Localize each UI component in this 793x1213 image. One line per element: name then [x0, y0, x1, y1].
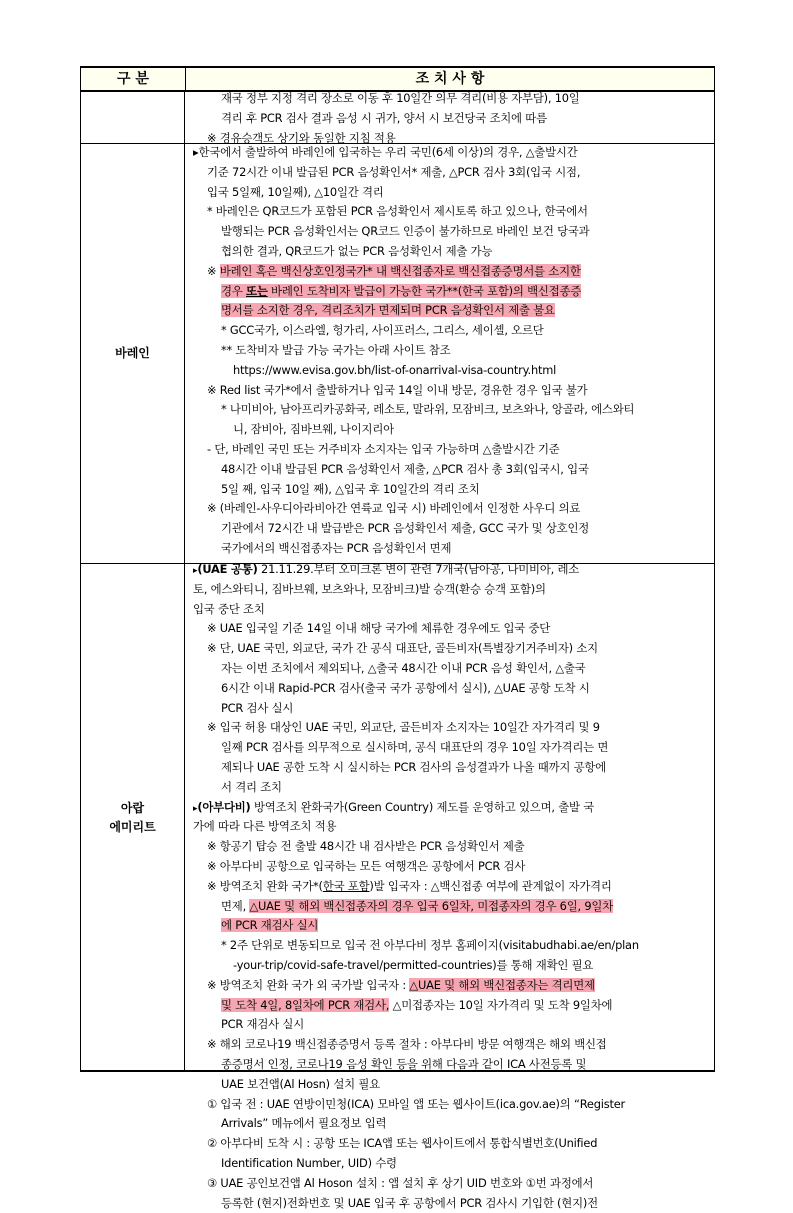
text-line: - 단, 바레인 국민 또는 거주비자 소지자는 입국 가능하며 △출발시간 기준 [193, 440, 709, 460]
category-label: 아랍 [109, 799, 155, 818]
text-line: ※ 해외 코로나19 백신접종증명서 등록 절차 : 아부다비 방문 여행객은 해외 백신접 [193, 1035, 709, 1055]
text-line: * 2주 단위로 변동되므로 입국 전 아부다비 정부 홈페이지(visitabudhabi.ae/en/plan [193, 936, 709, 956]
text-line: 제되나 UAE 공한 도착 시 실시하는 PCR 검사의 음성결과가 나올 때까지 공항에 [193, 758, 709, 778]
text-line: ※ 항공기 탑승 전 출발 48시간 내 검사받은 PCR 음성확인서 제출 [193, 837, 709, 857]
text-line: 입국 5일째, 10일째), △10일간 격리 [193, 183, 709, 203]
header-measures: 조 치 사 항 [186, 68, 714, 90]
bullet-icon: ▸ [193, 566, 197, 576]
category-bahrain [81, 144, 185, 563]
text-line: 발행되는 PCR 음성확인서는 QR코드 인증이 불가하므로 바레인 보건 당국과 [193, 222, 709, 242]
note-mark: ※ [207, 264, 220, 278]
text-line: ※ 경유승객도 상기와 동일한 지침 적용 [193, 129, 709, 149]
text-line [193, 877, 709, 897]
text-line: 5일 째, 입국 10일 째), △입국 후 10일간의 격리 조치 [193, 480, 709, 500]
visa-url[interactable]: https://www.evisa.gov.bh/list-of-onarrival-visa-country.html [193, 361, 709, 381]
text-line: PCR 재검사 실시 [193, 1015, 709, 1035]
text-line: 국가에서의 백신접종자는 PCR 음성확인서 면제 [193, 539, 709, 559]
text-line: 기준 72시간 이내 발급된 PCR 음성확인서* 제출, △PCR 검사 3회(입국 시점, [193, 163, 709, 183]
text-line: ※ Red list 국가*에서 출발하거나 입국 14일 이내 방문, 경유한 경우 입국 불가 [193, 381, 709, 401]
highlight-text: 명서를 소지한 경우, 격리조치가 면제되며 PCR 음성확인서 제출 불요 [221, 303, 555, 317]
text-line [193, 916, 709, 936]
measures-cell [193, 560, 709, 1213]
emphasis-text: 또는 [246, 284, 268, 298]
text-line: 종증명서 인정, 코로나19 음성 확인 등을 위해 다음과 같이 ICA 사전등록 및 [193, 1055, 709, 1075]
text-line: 재국 정부 지정 격리 장소로 이동 후 10일간 의무 격리(비용 자부담), 10일 [193, 89, 709, 109]
text-line [193, 262, 709, 282]
bullet-icon: ▸ [193, 804, 197, 814]
text-line [193, 996, 709, 1016]
text-line [193, 301, 709, 321]
text-span: )발 입국자 : △백신접종 여부에 관계없이 자가격리 [369, 879, 611, 893]
highlight-text: 바레인 혹은 백신상호인정국가* 내 백신접종자로 백신접종증명서를 소지한 [220, 264, 581, 278]
highlight-text: △UAE 및 해외 백신접종자는 격리면제 [409, 978, 594, 992]
text-line: Identification Number, UID) 수령 [193, 1154, 709, 1174]
text-line: ▸한국에서 출발하여 바레인에 입국하는 우리 국민(6세 이상)의 경우, △출발시간 [193, 143, 709, 163]
text-line: ※ 입국 허용 대상인 UAE 국민, 외교단, 골든비자 소지자는 10일간 자가격리 및 9 [193, 718, 709, 738]
text-line [193, 897, 709, 917]
text-line: ③ UAE 공인보건앱 Al Hoson 설치 : 앱 설치 후 상기 UID 번호와 ①번 과정에서 [193, 1174, 709, 1194]
table-row-continuation [81, 92, 714, 144]
measures-cell [193, 143, 709, 559]
text-line [193, 798, 709, 818]
category-label: 에미리트 [109, 818, 155, 837]
text-span: △미접종자는 10일 자가격리 및 도착 9일차에 [389, 998, 612, 1012]
text-line: * 나미비아, 남아프리카공화국, 레소토, 말라위, 모잠비크, 보츠와나, 앙골라, 에스와티 [193, 400, 709, 420]
text-span: 21.11.29.부터 오미크론 변이 관련 7개국(남아공, 나미비아, 레소 [258, 562, 580, 576]
text-line: ② 아부다비 도착 시 : 공항 또는 ICA앱 또는 웹사이트에서 통합식별번호(Unified [193, 1134, 709, 1154]
text-line: 등록한 (현지)전화번호 및 UAE 입국 후 공항에서 PCR 검사시 기입한 (현지)전 [193, 1194, 709, 1213]
text-line: 서 격리 조치 [193, 778, 709, 798]
text-line: 토, 에스와티니, 짐바브웨, 보츠와나, 모잠비크)발 승객(환승 승객 포함)의 [193, 580, 709, 600]
text-line [193, 560, 709, 580]
text-line: 48시간 이내 발급된 PCR 음성확인서 제출, △PCR 검사 총 3회(입국시, 입국 [193, 460, 709, 480]
text-line: 일째 PCR 검사를 의무적으로 실시하며, 공식 대표단의 경우 10일 자가격리는 면 [193, 738, 709, 758]
measures-cell [193, 89, 709, 148]
text-line [193, 282, 709, 302]
text-line: ※ (바레인-사우디아라비아간 연륙교 입국 시) 바레인에서 인정한 사우디 의료 [193, 499, 709, 519]
text-line: 6시간 이내 Rapid-PCR 검사(출국 국가 공항에서 실시), △UAE 공항 도착 시 [193, 679, 709, 699]
text-line: UAE 보건앱(Al Hosn) 설치 필요 [193, 1075, 709, 1095]
text-line: ** 도착비자 발급 가능 국가는 아래 사이트 참조 [193, 341, 709, 361]
measures-table [80, 66, 715, 1072]
text-line: ※ 단, UAE 국민, 외교단, 국가 간 공식 대표단, 골든비자(특별장기거주비자) 소지 [193, 639, 709, 659]
underline-text: 한국 포함 [323, 879, 370, 893]
text-line: 기관에서 72시간 내 발급받은 PCR 음성확인서 제출, GCC 국가 및 상호인정 [193, 519, 709, 539]
text-line: 협의한 결과, QR코드가 없는 PCR 음성확인서 제출 가능 [193, 242, 709, 262]
highlight-text: 및 도착 4일, 8일차에 PCR 재검사, [221, 998, 389, 1012]
text-span: ※ 방역조치 완화 국가*( [207, 879, 323, 893]
category-label: 바레인 [115, 344, 150, 363]
section-label: (UAE 공통) [197, 562, 257, 576]
header-category: 구 분 [81, 68, 186, 90]
highlight-text: 에 PCR 재검사 실시 [221, 918, 318, 932]
text-line: 입국 중단 조치 [193, 600, 709, 620]
text-span: 방역조치 완화국가(Green Country) 제도를 운영하고 있으며, 출발 국 [251, 800, 595, 814]
text-line: * GCC국가, 이스라엘, 헝가리, 사이프러스, 그리스, 세이셸, 오르단 [193, 321, 709, 341]
text-line: -your-trip/covid-safe-travel/permitted-countries)를 통해 재확인 필요 [193, 956, 709, 976]
text-line: * 바레인은 QR코드가 포함된 PCR 음성확인서 제시토록 하고 있으나, 한국에서 [193, 202, 709, 222]
text-span: 면제, [221, 899, 249, 913]
text-line: ※ UAE 입국일 기준 14일 이내 해당 국가에 체류한 경우에도 입국 중단 [193, 619, 709, 639]
category-cell-empty [81, 92, 185, 143]
table-row-uae [81, 564, 714, 1072]
table-row-bahrain [81, 144, 714, 564]
text-line: ※ 아부다비 공항으로 입국하는 모든 여행객은 공항에서 PCR 검사 [193, 857, 709, 877]
text-line: 자는 이번 조치에서 제외되나, △출국 48시간 이내 PCR 음성 확인서, △출국 [193, 659, 709, 679]
text-line: 가에 따라 다른 방역조치 적용 [193, 817, 709, 837]
text-line: PCR 검사 실시 [193, 699, 709, 719]
text-line: 니, 잠비아, 짐바브웨, 나이지리아 [193, 420, 709, 440]
text-line: ① 입국 전 : UAE 연방이민청(ICA) 모바일 앱 또는 웹사이트(ica.gov.ae)의 “Register [193, 1095, 709, 1115]
category-uae [81, 564, 185, 1072]
highlight-text: 바레인 도착비자 발급이 가능한 국가**(한국 포함)의 백신접종증 [268, 284, 582, 298]
highlight-text: 경우 [221, 284, 246, 298]
section-label: (아부다비) [197, 800, 250, 814]
text-line: 격리 후 PCR 검사 결과 음성 시 귀가, 양서 시 보건당국 조치에 따름 [193, 109, 709, 129]
text-line: Arrivals” 메뉴에서 필요정보 입력 [193, 1114, 709, 1134]
highlight-text: △UAE 및 해외 백신접종자의 경우 입국 6일차, 미접종자의 경우 6일, 9일차 [249, 899, 613, 913]
text-span: ※ 방역조치 완화 국가 외 국가발 입국자 : [207, 978, 409, 992]
text-line [193, 976, 709, 996]
